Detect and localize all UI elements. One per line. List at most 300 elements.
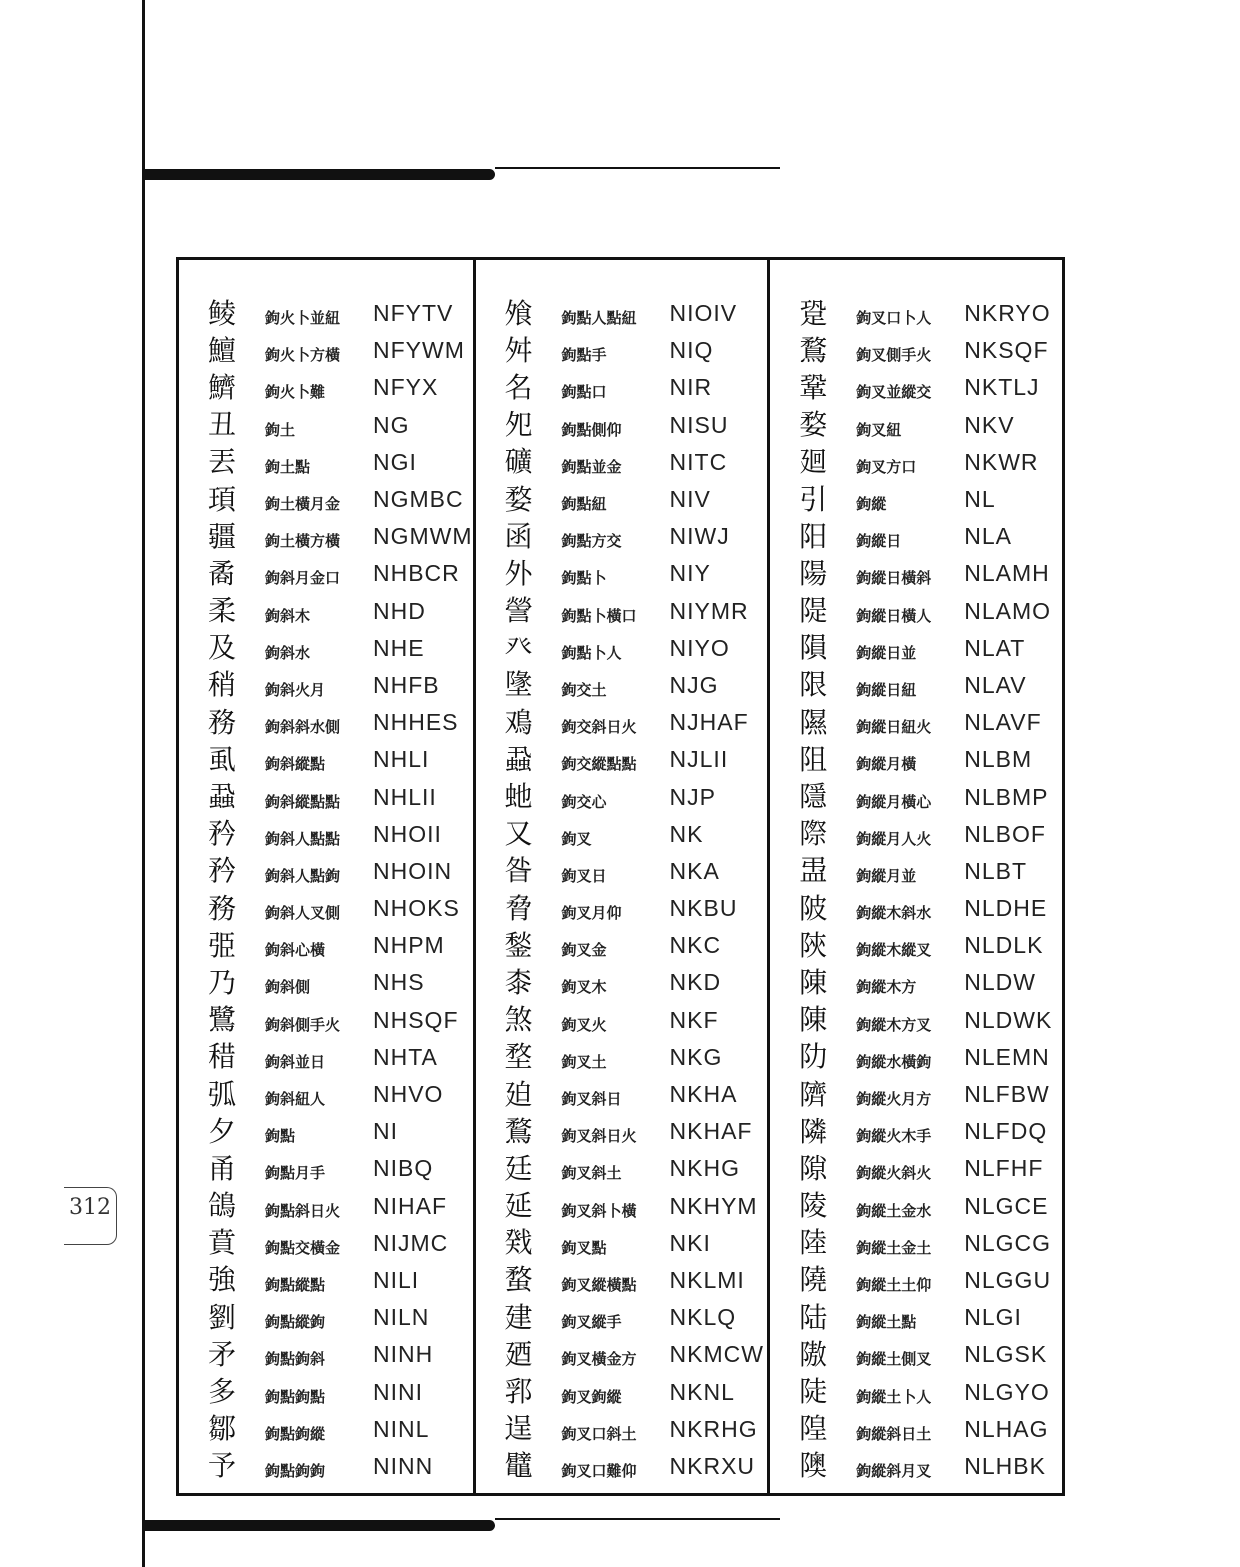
component-names: 鉤叉斜土 bbox=[561, 1164, 622, 1183]
table-row bbox=[476, 1225, 768, 1262]
table-row bbox=[770, 816, 1062, 853]
table-row bbox=[476, 927, 768, 964]
character: 疆 bbox=[207, 519, 236, 553]
table-row bbox=[770, 1336, 1062, 1373]
table-row bbox=[179, 481, 473, 518]
component-names: 鉤叉斜日 bbox=[561, 1090, 622, 1109]
character: 陡 bbox=[799, 1375, 828, 1409]
component-names: 鉤叉火 bbox=[561, 1015, 607, 1034]
character: 陂 bbox=[799, 891, 828, 925]
table-row bbox=[179, 1225, 473, 1262]
table-row bbox=[770, 1299, 1062, 1336]
character: 桼 bbox=[504, 965, 533, 999]
input-code: NINH bbox=[373, 1341, 434, 1368]
input-code: NKI bbox=[669, 1229, 711, 1256]
character: 鳮 bbox=[504, 705, 533, 739]
input-code: NIR bbox=[669, 374, 713, 401]
input-code: NLFDQ bbox=[964, 1118, 1048, 1145]
component-names: 鉤叉並縱交 bbox=[856, 383, 932, 402]
component-names: 鉤叉口難仰 bbox=[561, 1461, 637, 1480]
character: 堥 bbox=[504, 1040, 533, 1074]
character: 稓 bbox=[207, 1040, 236, 1074]
table-row bbox=[179, 1336, 473, 1373]
character: 陳 bbox=[799, 1003, 828, 1037]
character: 隕 bbox=[799, 631, 828, 665]
component-names: 鉤縱水橫鉤 bbox=[856, 1052, 932, 1071]
component-names: 鉤叉口斜土 bbox=[561, 1424, 637, 1443]
input-code: NKRXU bbox=[669, 1452, 756, 1479]
character: 又 bbox=[504, 817, 533, 851]
input-code: NIYO bbox=[669, 634, 730, 661]
component-names: 鉤叉紐 bbox=[856, 420, 902, 439]
input-code: NFYTV bbox=[373, 300, 454, 327]
character: 名 bbox=[504, 370, 533, 404]
input-code: NHSQF bbox=[373, 1006, 459, 1033]
table-row bbox=[179, 741, 473, 778]
character: 礦 bbox=[504, 445, 533, 479]
component-names: 鉤交心 bbox=[561, 792, 607, 811]
table-row bbox=[179, 704, 473, 741]
component-names: 鉤火卜方橫 bbox=[265, 346, 341, 365]
component-names: 鉤斜心橫 bbox=[265, 941, 326, 960]
header-rule-thin bbox=[495, 167, 780, 169]
character: 盄 bbox=[799, 854, 828, 888]
character: 隮 bbox=[799, 1077, 828, 1111]
character: 鷺 bbox=[207, 1003, 236, 1037]
component-names: 鉤斜側 bbox=[265, 978, 311, 997]
component-names: 鉤叉橫金方 bbox=[561, 1350, 637, 1369]
component-names: 鉤交土 bbox=[561, 680, 607, 699]
component-names: 鉤縱土土仰 bbox=[856, 1275, 932, 1294]
table-row bbox=[179, 295, 473, 332]
character: 舛 bbox=[504, 333, 533, 367]
input-code: NHHES bbox=[373, 709, 459, 736]
table-row bbox=[770, 778, 1062, 815]
input-code: NHVO bbox=[373, 1081, 444, 1108]
component-names: 鉤斜側手火 bbox=[265, 1015, 341, 1034]
character: 蝥 bbox=[504, 1263, 533, 1297]
character: 鴿 bbox=[207, 1189, 236, 1223]
component-names: 鉤點鉤點 bbox=[265, 1387, 326, 1406]
component-names: 鉤叉鉤縱 bbox=[561, 1387, 622, 1406]
character: 謍 bbox=[504, 594, 533, 628]
character: 夗 bbox=[504, 408, 533, 442]
character: 逞 bbox=[504, 1412, 533, 1446]
component-names: 鉤點縱鉤 bbox=[265, 1313, 326, 1332]
character: 鶩 bbox=[799, 333, 828, 367]
character: 丟 bbox=[207, 445, 236, 479]
input-code: NINL bbox=[373, 1415, 430, 1442]
input-code: NKV bbox=[964, 411, 1015, 438]
component-names: 鉤叉金 bbox=[561, 941, 607, 960]
table-row bbox=[476, 555, 768, 592]
input-code: NLEMN bbox=[964, 1043, 1050, 1070]
table-row bbox=[179, 1150, 473, 1187]
input-code: NHD bbox=[373, 597, 426, 624]
component-names: 鉤交斜日火 bbox=[561, 718, 637, 737]
input-code: NINN bbox=[373, 1452, 434, 1479]
input-code: NIBQ bbox=[373, 1155, 434, 1182]
table-row bbox=[179, 1188, 473, 1225]
component-names: 鉤縱月並 bbox=[856, 866, 917, 885]
character: 墬 bbox=[504, 668, 533, 702]
input-code: NLDHE bbox=[964, 895, 1048, 922]
character: 飧 bbox=[504, 296, 533, 330]
table-row bbox=[770, 1150, 1062, 1187]
character: 及 bbox=[207, 631, 236, 665]
table-row bbox=[476, 407, 768, 444]
table-row bbox=[476, 1076, 768, 1113]
binding-spine-line bbox=[142, 0, 145, 1567]
character: 跫 bbox=[799, 296, 828, 330]
input-code: NI bbox=[373, 1118, 398, 1145]
table-row bbox=[476, 1039, 768, 1076]
table-row bbox=[179, 369, 473, 406]
character: 鞏 bbox=[799, 370, 828, 404]
component-names: 鉤縱火斜火 bbox=[856, 1164, 932, 1183]
input-code: NJG bbox=[669, 671, 719, 698]
component-names: 鉤點縱點 bbox=[265, 1275, 326, 1294]
component-names: 鉤點月手 bbox=[265, 1164, 326, 1183]
table-row bbox=[476, 853, 768, 890]
character: 強 bbox=[207, 1263, 236, 1297]
table-row bbox=[770, 927, 1062, 964]
component-names: 鉤點卜 bbox=[561, 569, 607, 588]
character: 廷 bbox=[504, 1151, 533, 1185]
component-names: 鉤土橫月金 bbox=[265, 495, 341, 514]
table-row bbox=[476, 816, 768, 853]
component-names: 鉤斜火月 bbox=[265, 680, 326, 699]
component-names: 鉤縱日橫斜 bbox=[856, 569, 932, 588]
character: 陆 bbox=[799, 1300, 828, 1334]
component-names: 鉤土點 bbox=[265, 457, 311, 476]
table-row bbox=[476, 667, 768, 704]
table-row bbox=[476, 964, 768, 1001]
character: 阻 bbox=[799, 742, 828, 776]
component-names: 鉤叉側手火 bbox=[856, 346, 932, 365]
component-names: 鉤點方交 bbox=[561, 532, 622, 551]
component-names: 鉤斜月金口 bbox=[265, 569, 341, 588]
table-row bbox=[770, 1113, 1062, 1150]
input-code: NITC bbox=[669, 448, 728, 475]
table-row bbox=[179, 1002, 473, 1039]
character: 夕 bbox=[207, 1114, 236, 1148]
table-row bbox=[476, 1411, 768, 1448]
table-row bbox=[770, 593, 1062, 630]
input-code: NLAT bbox=[964, 634, 1026, 661]
table-row bbox=[476, 1002, 768, 1039]
table-row bbox=[770, 1262, 1062, 1299]
table-row bbox=[476, 295, 768, 332]
component-names: 鉤叉日 bbox=[561, 866, 607, 885]
table-row bbox=[770, 1225, 1062, 1262]
component-names: 鉤叉縱橫點 bbox=[561, 1275, 637, 1294]
input-code: NLA bbox=[964, 523, 1013, 550]
table-row bbox=[476, 1373, 768, 1410]
character: 乃 bbox=[207, 965, 236, 999]
character: 鍫 bbox=[504, 928, 533, 962]
table-row bbox=[770, 704, 1062, 741]
character: 隙 bbox=[799, 1151, 828, 1185]
input-code: NKA bbox=[669, 857, 720, 884]
component-names: 鉤點手 bbox=[561, 346, 607, 365]
input-code: NILN bbox=[373, 1304, 430, 1331]
component-names: 鉤點卜人 bbox=[561, 643, 622, 662]
component-names: 鉤叉土 bbox=[561, 1052, 607, 1071]
table-row bbox=[770, 332, 1062, 369]
component-names: 鉤斜人點點 bbox=[265, 829, 341, 848]
component-names: 鉤斜紐人 bbox=[265, 1090, 326, 1109]
input-code: NKNL bbox=[669, 1378, 735, 1405]
input-code: NJLII bbox=[669, 746, 729, 773]
table-row bbox=[179, 1373, 473, 1410]
component-names: 鉤叉斜日火 bbox=[561, 1127, 637, 1146]
table-row bbox=[179, 667, 473, 704]
character: 外 bbox=[504, 556, 533, 590]
input-code: NLGCE bbox=[964, 1192, 1049, 1219]
input-code: NIWJ bbox=[669, 523, 730, 550]
character: 鲮 bbox=[207, 296, 236, 330]
input-code: NG bbox=[373, 411, 410, 438]
component-names: 鉤縱 bbox=[856, 495, 887, 514]
input-code: NJP bbox=[669, 783, 716, 810]
character: 際 bbox=[799, 817, 828, 851]
input-code: NGMWM bbox=[373, 523, 473, 550]
page-number: 312 bbox=[64, 1187, 117, 1245]
table-row bbox=[770, 1039, 1062, 1076]
table-row bbox=[770, 1002, 1062, 1039]
component-names: 鉤火卜難 bbox=[265, 383, 326, 402]
input-code: NKHG bbox=[669, 1155, 740, 1182]
input-code: NLAV bbox=[964, 671, 1027, 698]
character: 廹 bbox=[504, 1077, 533, 1111]
input-code: NISU bbox=[669, 411, 729, 438]
component-names: 鉤斜木 bbox=[265, 606, 311, 625]
character: 陝 bbox=[799, 928, 828, 962]
character: 鱭 bbox=[207, 370, 236, 404]
table-row bbox=[179, 853, 473, 890]
component-names: 鉤斜人點鉤 bbox=[265, 866, 341, 885]
input-code: NHPM bbox=[373, 932, 445, 959]
table-row bbox=[770, 667, 1062, 704]
character: 丑 bbox=[207, 408, 236, 442]
component-names: 鉤點側仰 bbox=[561, 420, 622, 439]
component-names: 鉤縱土金土 bbox=[856, 1238, 932, 1257]
footer-rule-thin bbox=[495, 1518, 780, 1520]
input-code: NHLI bbox=[373, 746, 430, 773]
table-row bbox=[179, 518, 473, 555]
character: 婺 bbox=[504, 482, 533, 516]
table-row bbox=[770, 630, 1062, 667]
input-code: NHLII bbox=[373, 783, 437, 810]
input-code: NIQ bbox=[669, 337, 714, 364]
input-code: NHBCR bbox=[373, 560, 460, 587]
character: 稍 bbox=[207, 668, 236, 702]
character: 陽 bbox=[799, 556, 828, 590]
input-code: NILI bbox=[373, 1266, 420, 1293]
character: 廻 bbox=[799, 445, 828, 479]
component-names: 鉤縱土卜人 bbox=[856, 1387, 932, 1406]
character: 昝 bbox=[504, 854, 533, 888]
input-code: NK bbox=[669, 820, 704, 847]
character: 多 bbox=[207, 1375, 236, 1409]
input-code: NLBT bbox=[964, 857, 1028, 884]
table-row bbox=[476, 1336, 768, 1373]
character: 矜 bbox=[207, 817, 236, 851]
component-names: 鉤點紐 bbox=[561, 495, 607, 514]
component-names: 鉤縱斜日土 bbox=[856, 1424, 932, 1443]
character: 甬 bbox=[207, 1151, 236, 1185]
component-names: 鉤縱火月方 bbox=[856, 1090, 932, 1109]
table-row bbox=[476, 1150, 768, 1187]
table-row bbox=[179, 1076, 473, 1113]
input-code: NKTLJ bbox=[964, 374, 1040, 401]
component-names: 鉤火卜並紐 bbox=[265, 309, 341, 328]
component-names: 鉤點鉤縱 bbox=[265, 1424, 326, 1443]
component-names: 鉤斜人叉側 bbox=[265, 904, 341, 923]
character: 柔 bbox=[207, 594, 236, 628]
character: 隩 bbox=[799, 1449, 828, 1483]
character: 賁 bbox=[207, 1226, 236, 1260]
character: 阳 bbox=[799, 519, 828, 553]
input-code: NINI bbox=[373, 1378, 423, 1405]
component-names: 鉤縱土金水 bbox=[856, 1201, 932, 1220]
character: 廼 bbox=[504, 1337, 533, 1371]
code-table bbox=[176, 257, 1065, 1496]
input-code: NHOII bbox=[373, 820, 442, 847]
character: 脅 bbox=[504, 891, 533, 925]
table-row bbox=[770, 1076, 1062, 1113]
character: 隍 bbox=[799, 1412, 828, 1446]
component-names: 鉤土 bbox=[265, 420, 296, 439]
component-names: 鉤縱土點 bbox=[856, 1313, 917, 1332]
component-names: 鉤縱月橫 bbox=[856, 755, 917, 774]
input-code: NKLMI bbox=[669, 1266, 745, 1293]
character: 戣 bbox=[504, 1226, 533, 1260]
table-row bbox=[476, 332, 768, 369]
character: 建 bbox=[504, 1300, 533, 1334]
character: 隱 bbox=[799, 780, 828, 814]
input-code: NKD bbox=[669, 969, 722, 996]
table-row bbox=[770, 1188, 1062, 1225]
table-row bbox=[770, 555, 1062, 592]
character: 隞 bbox=[799, 1337, 828, 1371]
component-names: 鉤叉口卜人 bbox=[856, 309, 932, 328]
input-code: NIOIV bbox=[669, 300, 738, 327]
input-code: NLBMP bbox=[964, 783, 1049, 810]
character: 陳 bbox=[799, 965, 828, 999]
table-row bbox=[476, 1262, 768, 1299]
character: 蝨 bbox=[207, 780, 236, 814]
character: 務 bbox=[207, 891, 236, 925]
input-code: NKSQF bbox=[964, 337, 1049, 364]
input-code: NFYX bbox=[373, 374, 439, 401]
input-code: NJHAF bbox=[669, 709, 749, 736]
table-row bbox=[476, 704, 768, 741]
input-code: NLGI bbox=[964, 1304, 1022, 1331]
input-code: NKLQ bbox=[669, 1304, 737, 1331]
character: 陸 bbox=[799, 1226, 828, 1260]
input-code: NIJMC bbox=[373, 1229, 449, 1256]
table-row bbox=[476, 778, 768, 815]
table-row bbox=[179, 890, 473, 927]
table-row bbox=[179, 332, 473, 369]
input-code: NLAMH bbox=[964, 560, 1050, 587]
component-names: 鉤土橫方橫 bbox=[265, 532, 341, 551]
table-row bbox=[179, 1448, 473, 1485]
component-names: 鉤點斜日火 bbox=[265, 1201, 341, 1220]
table-row bbox=[179, 1299, 473, 1336]
input-code: NKHA bbox=[669, 1081, 738, 1108]
input-code: NIYMR bbox=[669, 597, 749, 624]
character: 郛 bbox=[504, 1375, 533, 1409]
table-row bbox=[770, 518, 1062, 555]
input-code: NLGYO bbox=[964, 1378, 1050, 1405]
component-names: 鉤斜並日 bbox=[265, 1052, 326, 1071]
component-names: 鉤點交橫金 bbox=[265, 1238, 341, 1257]
table-row bbox=[770, 964, 1062, 1001]
component-names: 鉤點鉤斜 bbox=[265, 1350, 326, 1369]
table-row bbox=[179, 1411, 473, 1448]
character: 頊 bbox=[207, 482, 236, 516]
input-code: NLFHF bbox=[964, 1155, 1044, 1182]
table-row bbox=[476, 1299, 768, 1336]
table-row bbox=[179, 407, 473, 444]
table-row bbox=[476, 1188, 768, 1225]
character: 隣 bbox=[799, 1114, 828, 1148]
component-names: 鉤縱土側叉 bbox=[856, 1350, 932, 1369]
component-names: 鉤縱木方叉 bbox=[856, 1015, 932, 1034]
component-names: 鉤縱木方 bbox=[856, 978, 917, 997]
input-code: NKRHG bbox=[669, 1415, 758, 1442]
character: 虵 bbox=[504, 780, 533, 814]
table-row bbox=[476, 518, 768, 555]
input-code: NGMBC bbox=[373, 486, 464, 513]
table-column-2 bbox=[473, 260, 768, 1493]
component-names: 鉤縱木縱叉 bbox=[856, 941, 932, 960]
input-code: NKBU bbox=[669, 895, 738, 922]
component-names: 鉤斜水 bbox=[265, 643, 311, 662]
character: 陵 bbox=[799, 1189, 828, 1223]
character: 劉 bbox=[207, 1300, 236, 1334]
table-row bbox=[476, 1113, 768, 1150]
component-names: 鉤叉方口 bbox=[856, 457, 917, 476]
table-row bbox=[770, 890, 1062, 927]
input-code: NLDLK bbox=[964, 932, 1044, 959]
header-rule-thick bbox=[145, 169, 495, 180]
input-code: NLGSK bbox=[964, 1341, 1048, 1368]
component-names: 鉤點卜橫口 bbox=[561, 606, 637, 625]
input-code: NIY bbox=[669, 560, 711, 587]
table-row bbox=[770, 741, 1062, 778]
input-code: NHS bbox=[373, 969, 425, 996]
component-names: 鉤縱日紐火 bbox=[856, 718, 932, 737]
character: 鼊 bbox=[504, 1449, 533, 1483]
input-code: NFYWM bbox=[373, 337, 465, 364]
input-code: NKHYM bbox=[669, 1192, 758, 1219]
component-names: 鉤斜縱點點 bbox=[265, 792, 341, 811]
character: 蝨 bbox=[504, 742, 533, 776]
table-row bbox=[179, 593, 473, 630]
footer-rule-thick bbox=[145, 1520, 495, 1531]
input-code: NLHAG bbox=[964, 1415, 1049, 1442]
character: 矜 bbox=[207, 854, 236, 888]
input-code: NLGCG bbox=[964, 1229, 1052, 1256]
component-names: 鉤交縱點點 bbox=[561, 755, 637, 774]
component-names: 鉤點口 bbox=[561, 383, 607, 402]
component-names: 鉤縱火木手 bbox=[856, 1127, 932, 1146]
character: 矞 bbox=[207, 556, 236, 590]
